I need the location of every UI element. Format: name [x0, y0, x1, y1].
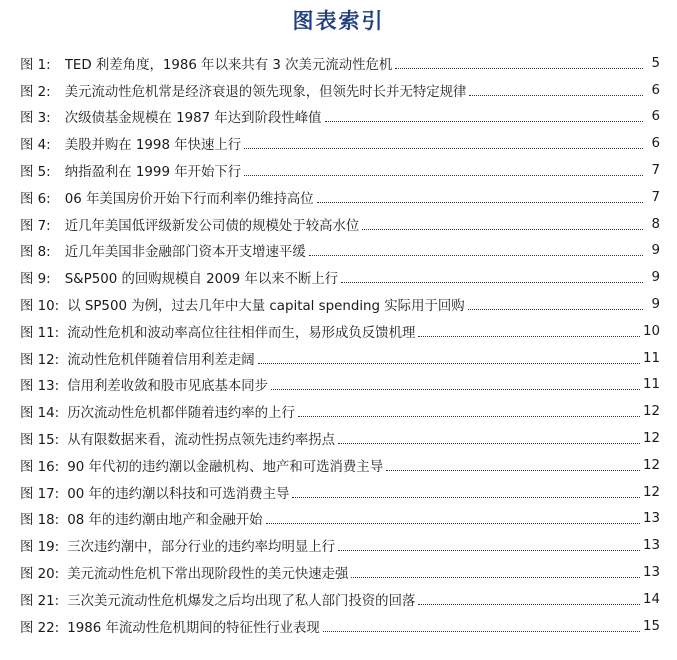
- figure-caption: 信用利差收敛和股市见底基本同步: [67, 379, 269, 395]
- figure-label: 图 3:: [20, 111, 51, 127]
- figure-caption: 近几年美国非金融部门资本开支增速平缓: [64, 245, 306, 261]
- dot-leader: [292, 496, 640, 498]
- toc-entry[interactable]: [20, 211, 660, 238]
- figure-label: 图 11:: [20, 325, 60, 341]
- page-number: 15: [642, 618, 660, 634]
- toc-entry[interactable]: [20, 318, 660, 345]
- figure-label: 图 13:: [20, 379, 60, 395]
- figure-label: 图 21:: [20, 593, 60, 609]
- page-number: 7: [651, 189, 660, 205]
- figure-label: 图 9:: [20, 272, 51, 288]
- toc-entry[interactable]: [20, 452, 660, 479]
- figure-index-list: [20, 50, 660, 640]
- figure-caption: 90 年代初的违约潮以金融机构、地产和可选消费主导: [67, 459, 384, 475]
- figure-caption: 三次违约潮中，部分行业的违约率均明显上行: [67, 540, 336, 556]
- page-number: 6: [651, 109, 660, 125]
- toc-entry[interactable]: [20, 586, 660, 613]
- toc-entry[interactable]: [20, 479, 660, 506]
- figure-label: 图 5:: [20, 165, 51, 181]
- figure-caption: 流动性危机伴随着信用利差走阔: [67, 352, 255, 368]
- toc-entry[interactable]: [20, 50, 660, 77]
- page-number: 12: [642, 457, 660, 473]
- toc-entry[interactable]: [20, 264, 660, 291]
- page-number: 10: [642, 323, 660, 339]
- figure-label: 图 22:: [20, 620, 60, 636]
- figure-label: 图 6:: [20, 191, 51, 207]
- figure-label: 图 16:: [20, 459, 60, 475]
- toc-entry[interactable]: [20, 77, 660, 104]
- dot-leader: [323, 630, 640, 632]
- figure-caption: 次级债基金规模在 1987 年达到阶段性峰值: [64, 111, 322, 127]
- toc-entry[interactable]: [20, 398, 660, 425]
- dot-leader: [271, 388, 640, 390]
- page-number: 7: [651, 163, 660, 179]
- toc-entry[interactable]: [20, 372, 660, 399]
- dot-leader: [338, 549, 640, 551]
- page-number: 6: [651, 136, 660, 152]
- dot-leader: [258, 362, 640, 364]
- figure-caption: 06 年美国房价开始下行而利率仍维持高位: [64, 191, 314, 207]
- page-number: 9: [651, 270, 660, 286]
- toc-entry[interactable]: [20, 130, 660, 157]
- page-number: 8: [651, 216, 660, 232]
- figure-label: 图 18:: [20, 513, 60, 529]
- page-number: 12: [642, 431, 660, 447]
- figure-caption: 美股并购在 1998 年快速上行: [64, 138, 242, 154]
- figure-label: 图 12:: [20, 352, 60, 368]
- figure-label: 图 17:: [20, 486, 60, 502]
- dot-leader: [418, 603, 640, 605]
- figure-caption: 从有限数据来看，流动性拐点领先违约率拐点: [67, 433, 336, 449]
- figure-caption: 以 SP500 为例，过去几年中大量 capital spending 实际用于回购: [67, 299, 465, 315]
- figure-label: 图 14:: [20, 406, 60, 422]
- dot-leader: [338, 442, 640, 444]
- page-number: 13: [642, 565, 660, 581]
- figure-label: 图 20:: [20, 567, 60, 583]
- dot-leader: [469, 94, 643, 96]
- dot-leader: [244, 147, 643, 149]
- dot-leader: [325, 120, 643, 122]
- toc-entry[interactable]: [20, 613, 660, 640]
- page-number: 11: [642, 377, 660, 393]
- page-number: 12: [642, 484, 660, 500]
- page-number: 13: [642, 538, 660, 554]
- page-number: 14: [642, 591, 660, 607]
- figure-label: 图 8:: [20, 245, 51, 261]
- toc-entry[interactable]: [20, 157, 660, 184]
- toc-entry[interactable]: [20, 506, 660, 533]
- dot-leader: [317, 201, 643, 203]
- figure-caption: 1986 年流动性危机期间的特征性行业表现: [67, 620, 320, 636]
- dot-leader: [362, 228, 643, 230]
- page-number: 12: [642, 404, 660, 420]
- toc-entry[interactable]: [20, 559, 660, 586]
- figure-caption: 三次美元流动性危机爆发之后均出现了私人部门投资的回落: [67, 593, 416, 609]
- dot-leader: [351, 576, 640, 578]
- figure-label: 图 19:: [20, 540, 60, 556]
- page-number: 9: [651, 297, 660, 313]
- toc-entry[interactable]: [20, 238, 660, 265]
- dot-leader: [386, 469, 640, 471]
- dot-leader: [341, 281, 643, 283]
- page-number: 13: [642, 511, 660, 527]
- figure-caption: 近几年美国低评级新发公司债的规模处于较高水位: [64, 218, 360, 234]
- toc-entry[interactable]: [20, 104, 660, 131]
- figure-caption: TED 利差角度，1986 年以来共有 3 次美元流动性危机: [64, 57, 393, 73]
- figure-label: 图 1:: [20, 57, 51, 73]
- toc-title: 图表索引: [292, 8, 385, 33]
- figure-label: 图 7:: [20, 218, 51, 234]
- figure-label: 图 10:: [20, 299, 60, 315]
- dot-leader: [468, 308, 643, 310]
- figure-label: 图 2:: [20, 84, 51, 100]
- figure-caption: S&P500 的回购规模自 2009 年以来不断上行: [64, 272, 339, 288]
- dot-leader: [244, 174, 643, 176]
- figure-caption: 历次流动性危机都伴随着违约率的上行: [67, 406, 295, 422]
- figure-caption: 00 年的违约潮以科技和可选消费主导: [67, 486, 290, 502]
- figure-caption: 流动性危机和波动率高位往往相伴而生，易形成负反馈机理: [67, 325, 416, 341]
- page-number: 9: [651, 243, 660, 259]
- toc-entry[interactable]: [20, 532, 660, 559]
- figure-label: 图 4:: [20, 138, 51, 154]
- page-number: 11: [642, 350, 660, 366]
- figure-caption: 纳指盈利在 1999 年开始下行: [64, 165, 242, 181]
- dot-leader: [298, 415, 640, 417]
- figure-caption: 美元流动性危机常是经济衰退的领先现象，但领先时长并无特定规律: [64, 84, 467, 100]
- dot-leader: [418, 335, 640, 337]
- dot-leader: [395, 67, 643, 69]
- page-number: 5: [651, 55, 660, 71]
- figure-caption: 08 年的违约潮由地产和金融开始: [67, 513, 263, 529]
- dot-leader: [309, 254, 643, 256]
- figure-caption: 美元流动性危机下常出现阶段性的美元快速走强: [67, 567, 349, 583]
- figure-label: 图 15:: [20, 433, 60, 449]
- page-number: 6: [651, 82, 660, 98]
- dot-leader: [266, 522, 640, 524]
- toc-entry[interactable]: [20, 184, 660, 211]
- toc-entry[interactable]: [20, 425, 660, 452]
- toc-entry[interactable]: [20, 291, 660, 318]
- toc-entry[interactable]: [20, 345, 660, 372]
